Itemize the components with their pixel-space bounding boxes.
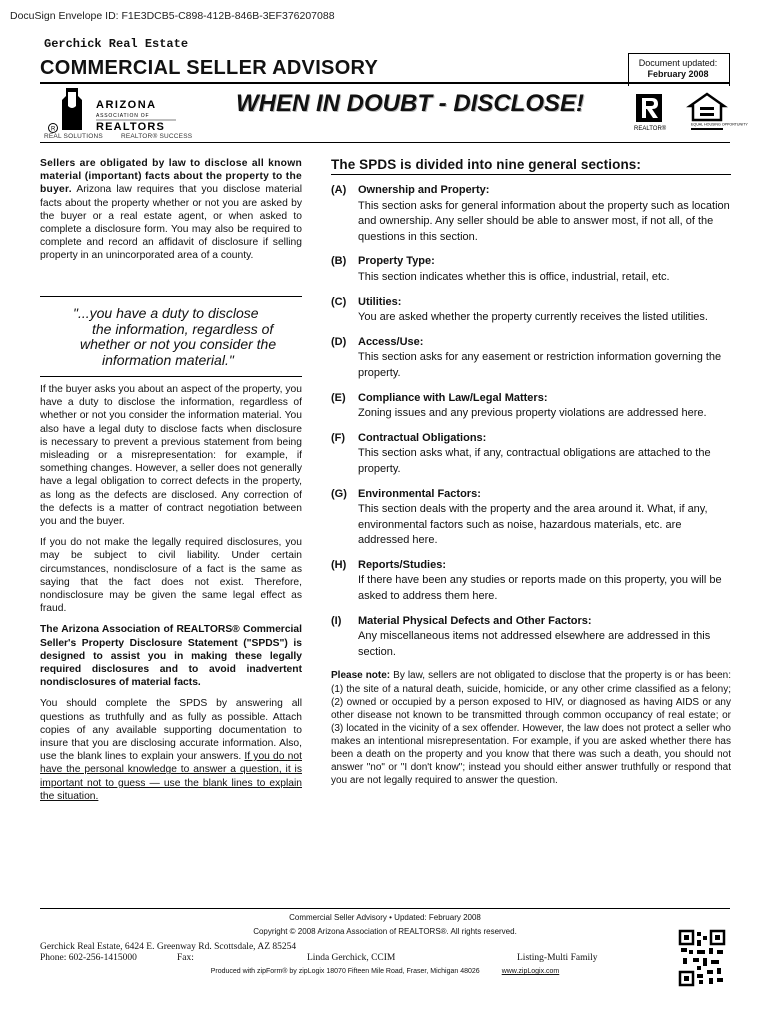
zipform-link[interactable]: www.zipLogix.com [501,968,560,975]
realtor-mark-label: REALTOR® [634,126,667,132]
footer-rule [40,908,730,909]
intro-rest: Arizona law requires that you disclose material facts about the property whether or not you are asked by the buyer or a real estate agent, or when asked to complete a disclosure form. You may also be required to complete and record an affidavit of disclosure if selling property in an unincorporated area of a county. [40,184,302,262]
section-letter: (H) [331,558,347,571]
section-c [331,295,731,326]
header-bottom-rule [40,142,730,143]
section-a [331,183,731,245]
docusign-envelope-id: DocuSign Envelope ID: F1E3DCB5-C898-412B-846B-3EF376207088 [10,10,335,22]
section-title: Ownership and Property: [358,184,490,196]
logo-association: ASSOCIATION OF [96,113,150,119]
section-letter: (G) [331,487,347,500]
quote-line: whether or not you consider the [80,336,277,352]
logo-arizona: ARIZONA [96,99,157,111]
section-title: Utilities: [358,295,402,308]
section-letter: (B) [331,255,347,268]
footer-copyright: Copyright © 2008 Arizona Association of REALTORS®. All rights reserved. [253,927,517,936]
duty-paragraph: If the buyer asks you about an aspect of the property, you have a duty to disclose the information, regardless of whether or not you consider the information material. You also have a legal duty to disclose facts when disclosure is necessary to prevent a previous statement from being misleading or a misrepresentation: for example, if something changes. However, a seller does not generally have a legal obligation to correct defects in the property, as long as the defects are disclosed. Any correction of the defects is a matter of contract negotiation between you and the buyer. [40,384,302,528]
section-d [331,335,731,382]
header-rule [40,82,730,84]
spds-heading: The SPDS is divided into nine general sections: [331,157,731,175]
document-title: COMMERCIAL SELLER ADVISORY [40,57,379,79]
section-body: This section asks what, if any, contractual obligations are attached to the property. [358,447,711,475]
logo-realtors: REALTORS [96,121,166,133]
left-column-intro [40,157,302,271]
section-title: Property Type: [358,255,435,268]
complete-paragraph [40,697,302,803]
section-body: This section asks for general information about the property such as location and ownership. Any seller should be able to answer most, if not all, of the questions in this section. [358,199,730,243]
section-body: Any miscellaneous items not addressed elsewhere are addressed in this section. [358,630,711,658]
section-g [331,487,731,549]
section-letter: (E) [331,391,346,404]
pull-quote [40,306,302,368]
right-column [331,157,731,787]
section-letter: (A) [331,184,347,196]
section-body: If there have been any studies or reports made on this property, you will be asked to address them here. [358,574,722,603]
footer-form-info: Commercial Seller Advisory • Updated: February 2008 [289,913,481,922]
section-h [331,558,731,605]
company-name-header: Gerchick Real Estate [44,37,189,51]
section-body: This section indicates whether this is office, industrial, retail, etc. [358,270,670,283]
realtor-r-icon [632,92,668,132]
section-e [331,391,731,422]
section-i [331,614,731,661]
section-title: Reports/Studies: [358,558,447,571]
section-body: You are asked whether the property currently receives the listed utilities. [358,311,708,324]
section-body: Zoning issues and any previous property violations are addressed here. [358,407,707,420]
updated-label: Document updated: [638,58,718,68]
svg-text:R: R [51,126,56,133]
document-updated [628,58,728,80]
section-letter: (C) [331,295,347,308]
note-text: By law, sellers are not obligated to disclose that the property is or has been: (1) the site of a natural death, suicide, homicide, or any other crime classified as a felony; (2) owned or occupied by a person exposed to HIV, or diagnosed as having AIDS or any other disease not known to be transmitted through common occupancy of real estate; or (3) located in the vicinity of a sex offender. However, the law does not protect a seller who makes an intentional misrepresentation. For example, if you are asked whether there has been a death on the property and you know that there was such a death, you should not answer "no" or "I don't know"; instead you should either answer truthfully or respond that you are not legally required to answer the question. [331,670,731,787]
footer-phone: Phone: 602-256-1415000 [40,953,137,963]
footer-address: Gerchick Real Estate, 6424 E. Greenway Rd. Scottsdale, AZ 85254 [40,942,297,952]
quote-line: information material." [102,351,234,368]
quote-line: the information, regardless of [92,320,274,337]
spds-paragraph: The Arizona Association of REALTORS® Commercial Seller's Property Disclosure Statement ("SPDS") is designed to assist you in making these legally required disclosures and to avoid inadvertent nondisclosures of material facts. [40,624,302,689]
quote-line: "...you have a duty to disclose [73,305,259,321]
section-letter: (D) [331,335,347,348]
logo-tagline [44,133,192,140]
quote-rule-top [40,296,302,297]
section-title: Access/Use: [358,335,424,348]
eho-label: EQUAL HOUSING OPPORTUNITY [691,122,748,127]
complete-text: You should complete the SPDS by answering all questions as truthfully and as fully as possible. Attach copies of any available supporting documentation to insure that you are disclosing accurate information. Also, use the blank lines to explain your answers. [40,698,302,763]
logo-tagline-left: REAL SOLUTIONS [44,133,103,140]
section-letter: (I) [331,614,342,627]
section-body: This section asks for any easement or restriction information governing the property. [358,351,722,379]
equal-housing-icon [688,92,748,132]
qr-code-icon [679,930,725,986]
updated-date: February 2008 [647,69,709,79]
headline: WHEN IN DOUBT - DISCLOSE! [236,90,584,117]
logo-tagline-right: REALTOR® SUCCESS [120,133,193,140]
section-title: Contractual Obligations: [358,431,487,444]
zipform-text: Produced with zipForm® by zipLogix 18070 Fifteen Mile Road, Fraser, Michigan 48026 [210,968,480,975]
liability-paragraph: If you do not make the legally required disclosures, you may be subject to civil liability. Under certain circumstances, nondisclosure of a fact is the same as saying that the fact does not exist. Therefore, nondisclosure may be given the same legal effect as fraud. [40,537,302,615]
section-f [331,431,731,478]
section-title: Compliance with Law/Legal Matters: [358,391,548,404]
section-body: This section deals with the property and the area around it. What, if any, environmental factors such as noise, hazardous materials, etc. are addressed here. [358,503,708,547]
note-label: Please note: [331,670,391,682]
quote-rule-bottom [40,376,302,377]
section-title: Material Physical Defects and Other Factors: [358,614,592,627]
intro-paragraph [40,157,302,263]
section-title: Environmental Factors: [358,487,481,500]
section-b [331,254,731,285]
intro-bold: Sellers are obligated by law to disclose all known material (important) facts about the property to the buyer. [40,158,302,196]
footer-agent-name: Linda Gerchick, CCIM [307,953,396,963]
footer-zipform [0,968,770,975]
left-column-body [40,383,302,811]
footer-listing-name: Listing-Multi Family [517,953,598,963]
footer-fax: Fax: [177,953,194,963]
please-note [331,669,731,787]
section-letter: (F) [331,431,346,444]
complete-underlined: If you do not have the personal knowledge to answer a question, it is important not to guess — use the blank lines to explain the situation. [40,751,302,802]
